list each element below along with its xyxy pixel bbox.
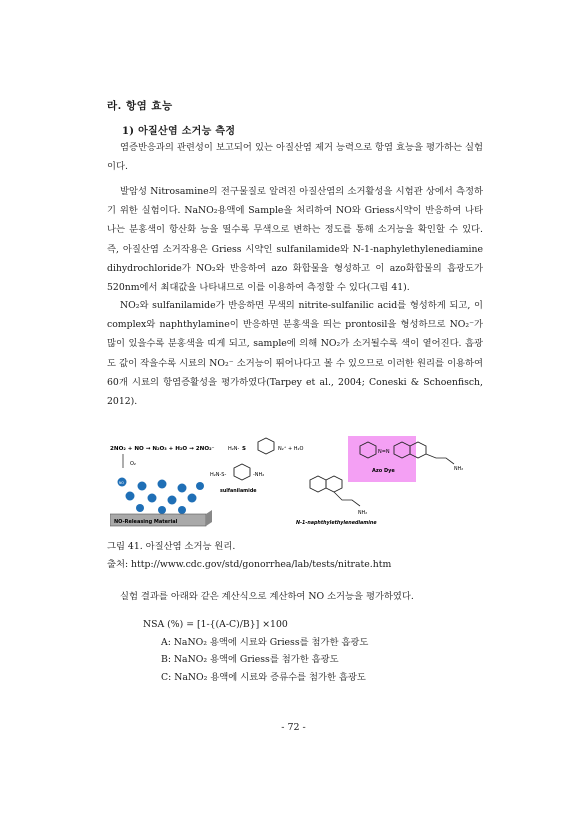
paragraph-method: 발암성 Nitrosamine의 전구물질로 알려진 아질산염의 소거활성을 시험관 상에서 측정하기 위한 실험이다. NaNO₂용액에 Sample을 처리하여 NO와 Griess시약이 반응하여 나타나는 분홍색이 항산화 능을 띨수록 무색으로 변하는 정도를 통해 소거능을 확인할 수 있다. 즉, 아질산염 소거작용은 Griess 시약인 sulfanilamide와 N-1-naphylethylenediamine dihydrochloride가 NO₂와 반응하여 azo 화합물을 형성하고 이 azo화합물의 흡광도가 520nm에서 최대값을 나타내므로 이를 이용하여 측정할 수 있다(그림 41). bbox=[107, 186, 483, 294]
formula-equation: NSA (%) = [1-{(A-C)/B}] ×100 bbox=[143, 619, 288, 630]
reaction-equation: 2NO₂ + NO → N₂O₃ + H₂O → 2NO₂⁻ bbox=[110, 446, 215, 452]
azo-dye-highlight bbox=[348, 436, 416, 482]
nitrite-scavenging-figure bbox=[110, 436, 472, 528]
naphthyl-label: N-1-naphthylethylenediamine bbox=[296, 521, 377, 526]
n2-label: N₂⁺ + H₂O bbox=[278, 446, 304, 452]
azo-dye-label: Azo Dye bbox=[372, 468, 395, 474]
svg-text:-NH₂: -NH₂ bbox=[253, 472, 265, 478]
sulfanilamide-label: sulfanilamide bbox=[220, 489, 257, 494]
svg-text:NH₂: NH₂ bbox=[454, 467, 464, 472]
no-particles bbox=[118, 478, 205, 515]
figure-caption bbox=[107, 538, 391, 574]
caption-title: 그림 41. 아질산염 소거능 원리. bbox=[107, 541, 236, 552]
nh2-label: NH₂ bbox=[358, 511, 368, 516]
svg-text:H₂N-S-: H₂N-S- bbox=[210, 472, 227, 478]
definition-a: A: NaNO₂ 용액에 시료와 Griess를 첨가한 흡광도 bbox=[161, 636, 369, 648]
paragraph-intro: 염증반응과의 관련성이 보고되어 있는 아질산염 제거 능력으로 항염 효능을 평가하는 실험이다. bbox=[107, 142, 483, 173]
o2-label: O₂ bbox=[130, 461, 136, 467]
caption-source: 출처: http://www.cdc.gov/std/gonorrhea/lab/tests/nitrate.htm bbox=[107, 559, 392, 570]
definition-c: C: NaNO₂ 용액에 시료와 증류수를 첨가한 흡광도 bbox=[161, 671, 366, 683]
section-heading: 라. 항염 효능 bbox=[107, 100, 173, 112]
no-particle-label: NO bbox=[119, 481, 124, 485]
definition-b: B: NaNO₂ 용액에 Griess를 첨가한 흡광도 bbox=[161, 654, 339, 665]
page-number: - 72 - bbox=[281, 722, 306, 733]
subsection-heading: 1) 아질산염 소거능 측정 bbox=[122, 126, 236, 137]
sulfonyl-label: S bbox=[242, 446, 246, 452]
paragraph-principle: NO₂와 sulfanilamide가 반응하면 무색의 nitrite-sulfanilic acid를 형성하게 되고, 이 complex와 naphthylamine이 반응하면 분홍색을 띄는 prontosil을 형성하므로 NO₂⁻가 많이 있을수록 분홍색을 띠게 되고, sample에 의해 NO₂가 소거될수록 색이 옅어진다. 흡광도 값이 작을수록 시료의 NO₂⁻ 소거능이 뛰어나다고 볼 수 있으므로 이러한 원리를 이용하여 60개 시료의 항염증활성을 평가하였다(Tarpey et al., 2004; Coneski & Schoenfisch, 2012). bbox=[107, 300, 483, 408]
calculation-intro: 실험 결과를 아래와 같은 계산식으로 계산하여 NO 소거능을 평가하였다. bbox=[120, 591, 414, 602]
svg-text:H₂N-: H₂N- bbox=[228, 446, 240, 452]
material-label: NO-Releasing Material bbox=[114, 519, 178, 525]
formula-block bbox=[143, 616, 368, 686]
svg-text:N=N: N=N bbox=[378, 449, 390, 455]
